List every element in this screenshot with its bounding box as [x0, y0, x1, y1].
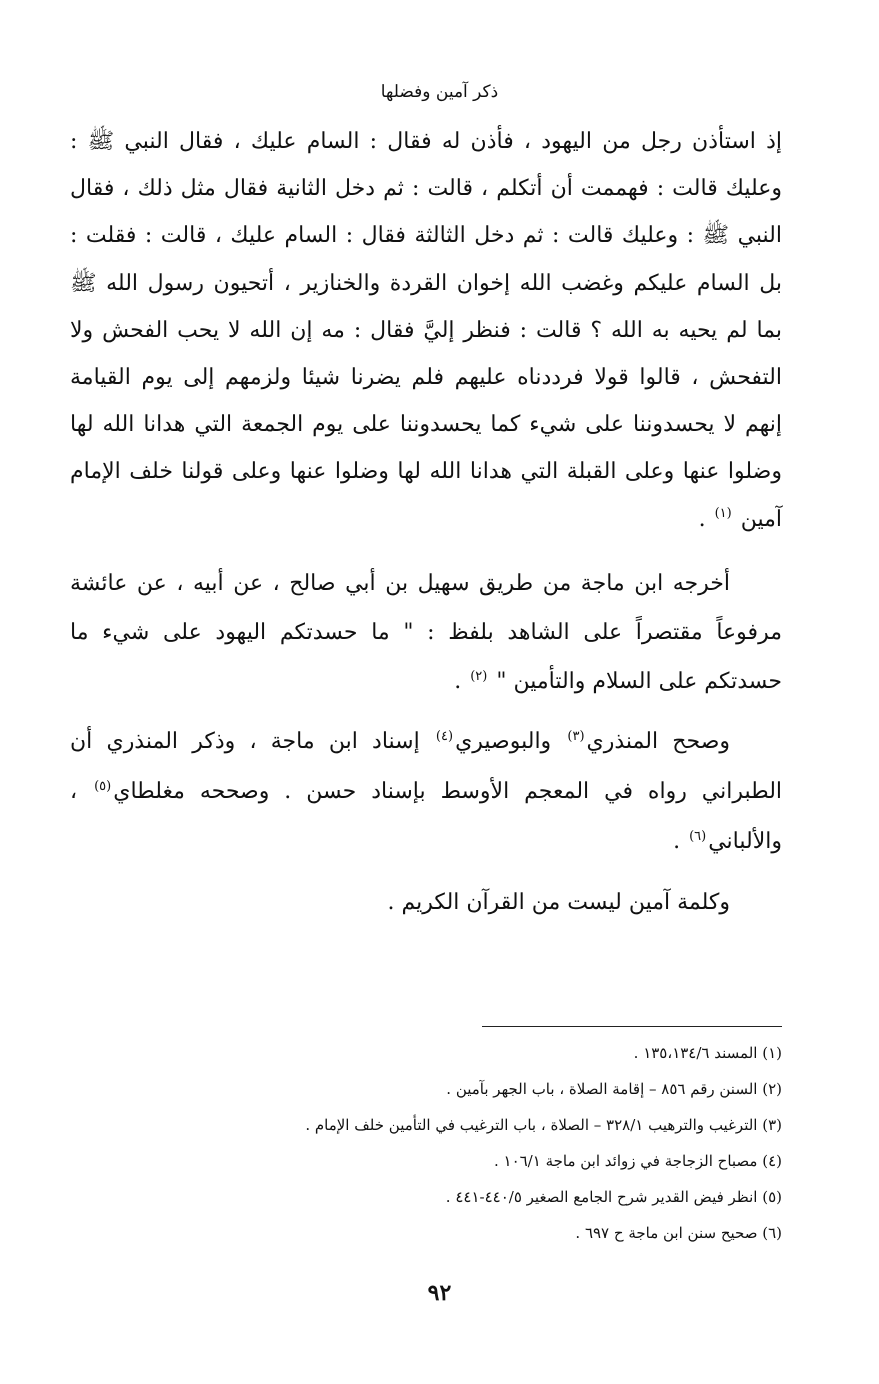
footnote-ref-3: (٣) — [567, 728, 585, 744]
footnote-ref-2: (٢) — [470, 668, 488, 684]
footnote-2: (٢) السنن رقم ٨٥٦ – إقامة الصلاة ، باب الجهر بآمين . — [446, 1080, 782, 1098]
authentication-text-c: إسناد ابن ماجة ، وذكر المنذري أن الطبراني رواه في المعجم الأوسط بإسناد حسن . وصححه مغلطاي — [70, 728, 783, 804]
footnote-ref-6: (٦) — [689, 828, 707, 844]
takhrij-end: . — [454, 668, 469, 694]
closing-paragraph: وكلمة آمين ليست من القرآن الكريم . — [387, 889, 730, 915]
takhrij-paragraph — [70, 559, 782, 706]
authentication-text-b: والبوصيري — [455, 728, 566, 754]
footnote-ref-1: (١) — [714, 506, 732, 522]
authentication-paragraph — [70, 717, 782, 867]
hadith-paragraph — [70, 118, 782, 543]
footnote-6: (٦) صحيح سنن ابن ماجة ح ٦٩٧ . — [575, 1224, 782, 1242]
footnote-ref-5: (٥) — [94, 778, 112, 794]
main-text — [70, 118, 782, 928]
footnote-ref-4: (٤) — [435, 728, 454, 744]
takhrij-text: أخرجه ابن ماجة من طريق سهيل بن أبي صالح ، عن أبيه ، عن عائشة مرفوعاً مقتصراً على الشاهد بلفظ : " ما حسدتكم اليهود على شيء ما حسدتكم على السلام والتأمين " — [70, 570, 782, 694]
page-number: ٩٢ — [427, 1280, 452, 1306]
footnote-1: (١) المسند ١٣٥،١٣٤/٦ . — [633, 1044, 782, 1062]
footnote-5: (٥) انظر فيض القدير شرح الجامع الصغير ٤٤٠/٥-٤٤١ . — [445, 1188, 782, 1206]
running-header: ذكر آمين وفضلها — [380, 82, 499, 102]
authentication-end: . — [673, 828, 688, 854]
authentication-text-d: ، والألباني — [70, 778, 782, 854]
footnote-separator — [482, 1026, 782, 1027]
authentication-text-a: وصحح المنذري — [586, 728, 731, 754]
footnote-3: (٣) الترغيب والترهيب ٣٢٨/١ – الصلاة ، باب الترغيب في التأمين خلف الإمام . — [305, 1116, 782, 1134]
footnote-4: (٤) مصباح الزجاجة في زوائد ابن ماجة ١٠٦/١ . — [493, 1152, 782, 1170]
footnotes — [100, 1038, 782, 1254]
hadith-end: . — [698, 506, 713, 532]
hadith-text: إذ استأذن رجل من اليهود ، فأذن له فقال : السام عليك ، فقال النبي ﷺ : وعليك قالت : فهممت أن أتكلم ، قالت : ثم دخل الثانية فقال مثل ذلك ، فقال النبي ﷺ : وعليك قالت : ثم دخل الثالثة فقال : السام عليك ، قالت : فقلت : بل السام عليكم وغضب الله إخوان القردة والخنازير ، أتحيون رسول الله ﷺ بما لم يحيه به الله ؟ قالت : فنظر إليَّ فقال : مه إن الله لا يحب الفحش ولا التفحش ، قالوا قولا فرددناه عليهم فلم يضرنا شيئا ولزمهم إلى يوم القيامة إنهم لا يحسدوننا على شيء كما يحسدوننا على يوم الجمعة التي هدانا الله لها وضلوا عنها وعلى القبلة التي هدانا الله لها وضلوا عنها وعلى قولنا خلف الإمام آمين — [70, 129, 782, 532]
